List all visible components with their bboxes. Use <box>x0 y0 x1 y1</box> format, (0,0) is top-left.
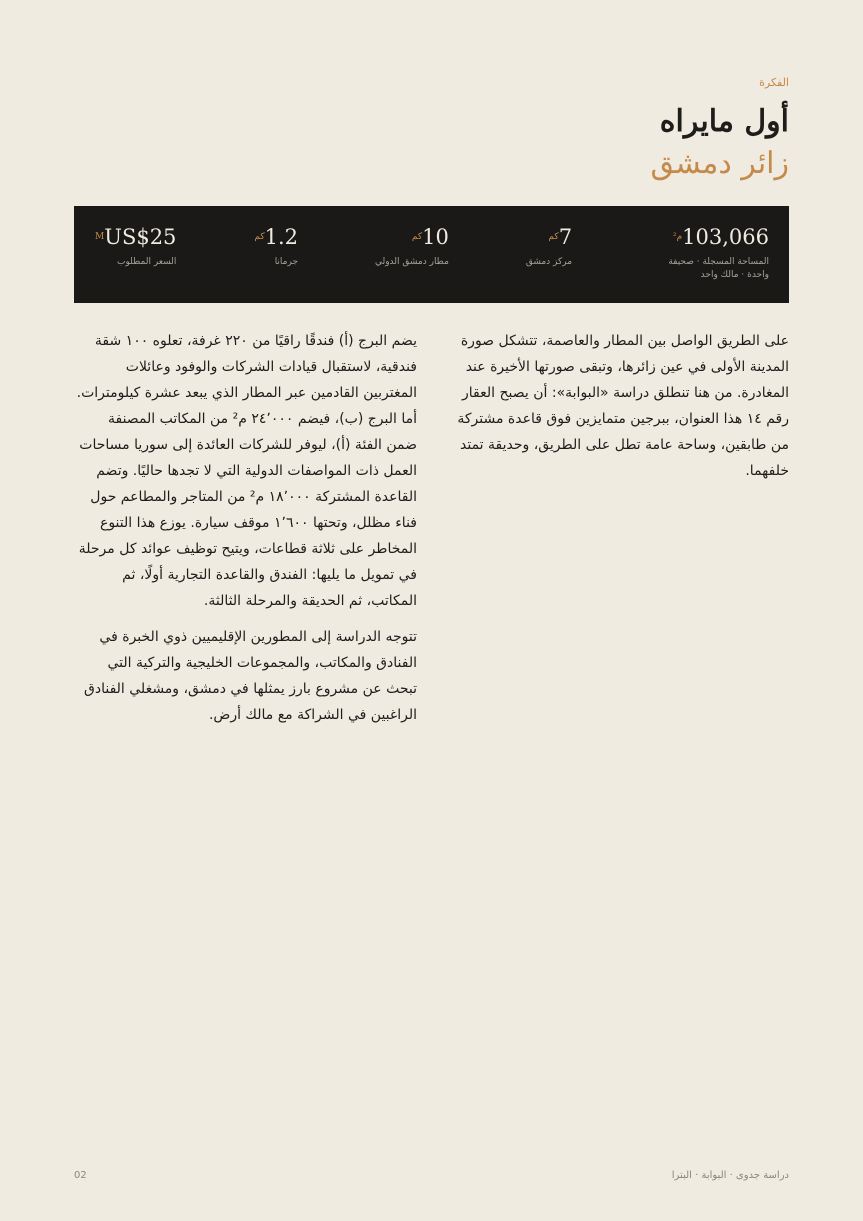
stat-label: جرمانا <box>274 257 299 267</box>
stat-label: مطار دمشق الدولي <box>374 257 449 267</box>
paragraph: يضم البرج (أ) فندقًا راقيًا من ٢٢٠ غرفة، تعلوه ١٠٠ شقة فندقية، لاستقبال قيادات الشركات والوفود وعائلات المغتربين القادمين عبر المطار الذي يبعد عشرة كيلومترات. أما البرج (ب)، فيضم ٢٤٬٠٠٠ م² من المكاتب المصنفة ضمن الفئة (أ)، ليوفر للشركات العائدة إلى سوريا مساحات العمل ذات المواصفات الدولية التي لا تجدها حاليًا. وتضم القاعدة المشتركة ١٨٬٠٠٠ م² من المتاجر والمطاعم حول فناء مظلل، وتحتها ١٬٦٠٠ موقف سيارة. يوزع هذا التنوع المخاطر على ثلاثة قطاعات، ويتيح توظيف عوائد كل مرحلة في تمويل ما يليها: الفندق والقاعدة التجارية أولًا، ثم المكاتب، ثم الحديقة والمرحلة الثالثة. <box>76 333 417 609</box>
stat-area <box>649 224 769 303</box>
page-number: 02 <box>74 1170 87 1181</box>
stat-unit: M <box>95 232 105 242</box>
stat-unit: كم <box>548 232 559 242</box>
stat-value: 7 <box>558 225 573 249</box>
page-title: أول مايراه <box>659 104 789 139</box>
stat-damascus-center <box>526 224 572 303</box>
stat-unit: م² <box>672 232 683 242</box>
body-column-right <box>446 328 789 494</box>
section-eyebrow: الفكرة <box>759 76 789 89</box>
stat-unit: كم <box>411 232 423 242</box>
stat-label: المساحة المسجلة · صحيفة واحدة · مالك واحد <box>668 257 769 280</box>
stat-value: US$25 <box>104 225 177 249</box>
page-subtitle: زائر دمشق <box>650 146 789 181</box>
stat-label: السعر المطلوب <box>117 257 177 267</box>
stats-band <box>74 206 789 303</box>
stat-airport <box>375 224 449 303</box>
stat-price <box>94 224 176 303</box>
stat-label: مركز دمشق <box>525 257 573 267</box>
stat-value: 1.2 <box>264 225 299 249</box>
stat-unit: كم <box>254 232 265 242</box>
stat-jaramana <box>253 224 298 303</box>
paragraph: تتوجه الدراسة إلى المطورين الإقليميين ذوي الخبرة في الفنادق والمكاتب، والمجموعات الخليجية والتركية التي تبحث عن مشروع بارز يمثلها في دمشق، ومشغلي الفنادق الراغبين في الشراكة مع مالك أرض. <box>83 629 417 723</box>
footer-document-title: دراسة جدوى · البوابة · البترا <box>671 1170 789 1181</box>
paragraph: على الطريق الواصل بين المطار والعاصمة، تتشكل صورة المدينة الأولى في عين زائرها، وتبقى صورتها الأخيرة عند المغادرة. من هنا تنطلق دراسة «البوابة»: أن يصبح العقار رقم ١٤ هذا العنوان، ببرجين متمايزين فوق قاعدة مشتركة من طابقين، وساحة عامة تطل على الطريق، وحديقة تمتد خلفهما. <box>457 333 789 479</box>
stat-value: 10 <box>422 225 449 249</box>
stat-value: 103,066 <box>682 225 769 249</box>
body-column-left <box>74 328 417 738</box>
